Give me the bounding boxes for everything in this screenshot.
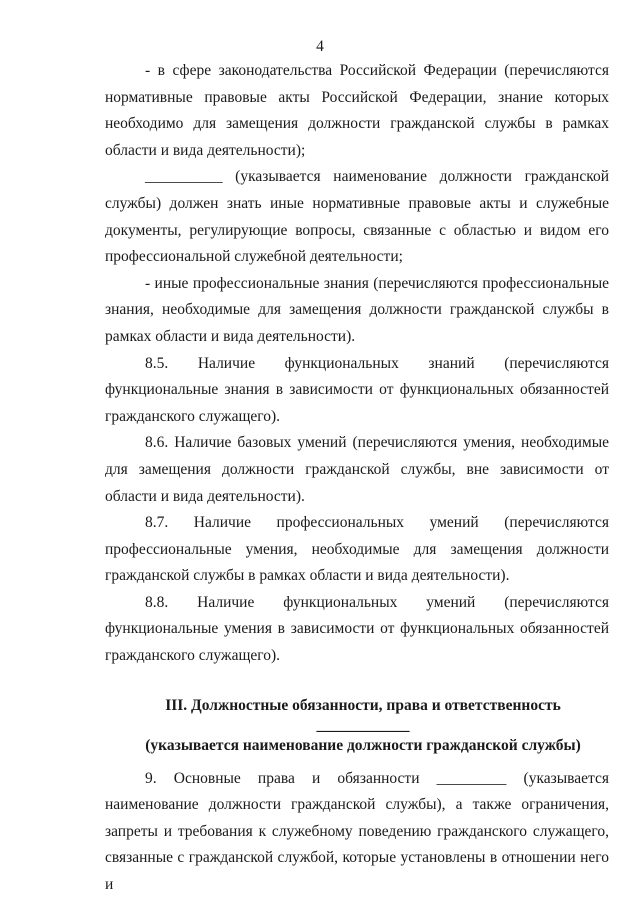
paragraph-legislation-knowledge: - в сфере законодательства Российской Федерации (перечисляются нормативные правовые акты Российской Федерации, знание которых необходимо для замещения должности гражданской службы в рамках области и вида деятельности); <box>105 62 609 159</box>
page-number: 4 <box>316 38 324 55</box>
section-heading-line1: III. Должностные обязанности, права и ответственность ____________ <box>165 696 561 734</box>
section-heading-line2: (указывается наименование должности гражданской службы) <box>145 736 581 754</box>
paragraph-8-7: 8.7. Наличие профессиональных умений (перечисляются профессиональные умения, необходимые для замещения должности гражданской службы в рамках области и вида деятельности). <box>105 514 609 585</box>
document-body <box>105 58 609 899</box>
paragraph-8-8: 8.8. Наличие функциональных умений (перечисляются функциональные умения в зависимости от функциональных обязанностей гражданского служащего). <box>105 593 609 665</box>
section-spacer <box>105 670 609 696</box>
paragraph-other-knowledge: - иные профессиональные знания (перечисляются профессиональные знания, необходимые для замещения должности гражданской службы в рамках области и вида деятельности). <box>105 274 609 345</box>
heading-spacer <box>105 756 609 766</box>
paragraph-9: 9. Основные права и обязанности _________ (указывается наименование должности гражданской службы), а также ограничения, запреты и требования к служебному поведению гражданского служащего, связанные с гражданской службой, которые установлены в отношении него и <box>105 769 609 894</box>
paragraph-8-6: 8.6. Наличие базовых умений (перечисляются умения, необходимые для замещения должности гражданской службы, вне зависимости от области и вида деятельности). <box>105 434 609 505</box>
paragraph-position-knowledge: __________ (указывается наименование должности гражданской службы) должен знать иные нормативные правовые акты и служебные документы, регулирующие вопросы, связанные с областью и видом его профессиональной служебной деятельности; <box>105 168 609 266</box>
paragraph-8-5: 8.5. Наличие функциональных знаний (перечисляются функциональные знания в зависимости от функциональных обязанностей гражданского служащего). <box>105 354 609 425</box>
